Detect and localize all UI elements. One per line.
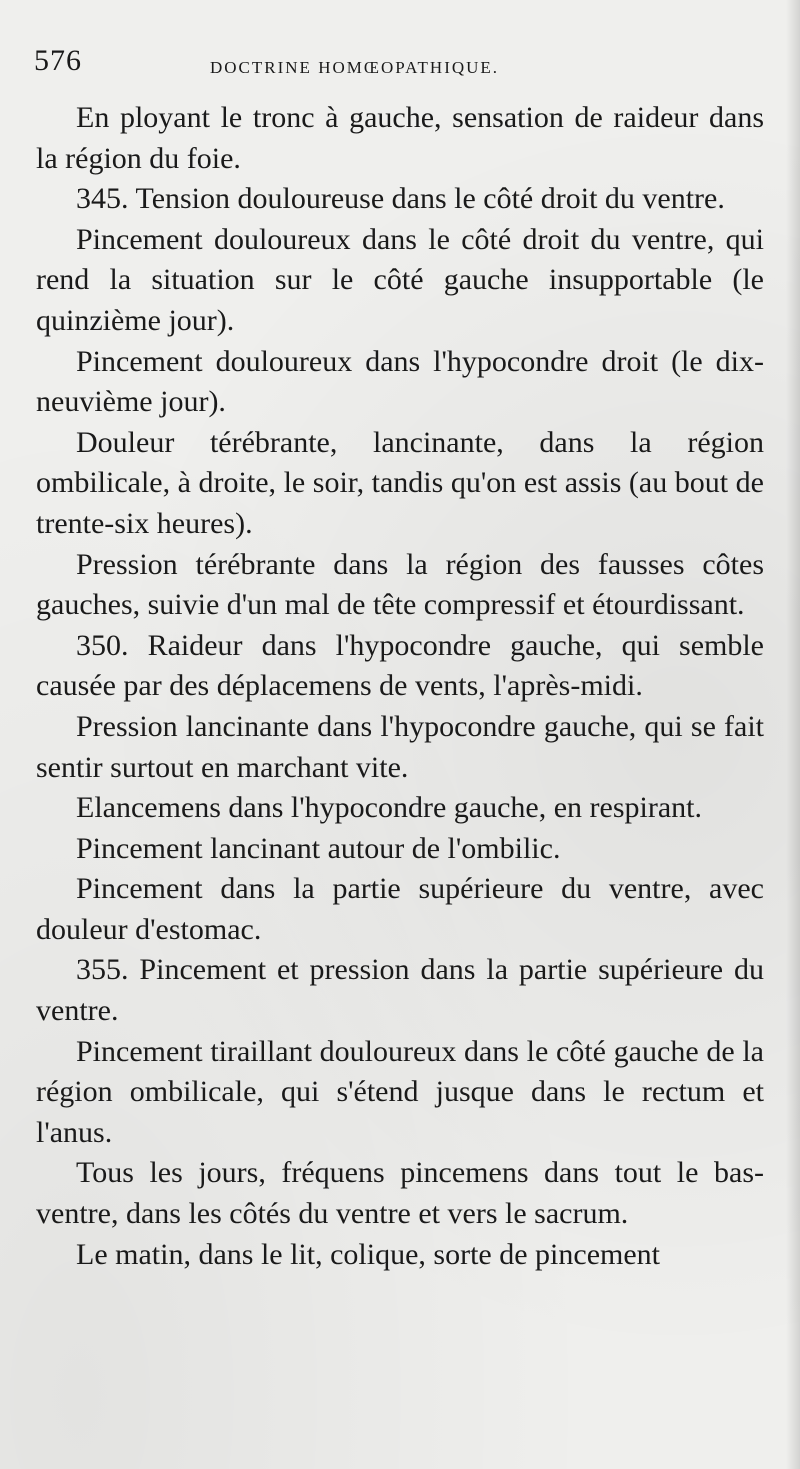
paragraph: Pincement lancinant autour de l'ombilic. [76, 831, 561, 865]
paragraph: 355. Pincement et pression dans la partie supérieure du ventre. [36, 953, 764, 1028]
paragraph: Pincement douloureux dans l'hypocondre droit (le dix-neuvième jour). [36, 344, 764, 419]
page-header [34, 44, 774, 84]
paragraph: 350. Raideur dans l'hypocondre gauche, qui semble causée par des déplacemens de vents, l'après-midi. [36, 628, 764, 703]
body-text [36, 98, 764, 1275]
paragraph: Pincement dans la partie supérieure du ventre, avec douleur d'estomac. [36, 872, 764, 946]
page-gutter-shadow [786, 0, 800, 1469]
paragraph: Pression térébrante dans la région des fausses côtes gauches, suivie d'un mal de tête compressif et étourdissant. [36, 547, 764, 622]
paragraph: Pincement tiraillant douloureux dans le côté gauche de la région ombilicale, qui s'étend jusque dans le rectum et l'anus. [36, 1034, 764, 1149]
paragraph: Pincement douloureux dans le côté droit du ventre, qui rend la situation sur le côté gauche insupportable (le quinzième jour). [36, 222, 764, 337]
page-number: 576 [34, 44, 82, 77]
paragraph: Le matin, dans le lit, colique, sorte de pincement [76, 1237, 660, 1271]
running-title: DOCTRINE HOMŒOPATHIQUE. [210, 58, 500, 77]
paragraph: En ployant le tronc à gauche, sensation de raideur dans la région du foie. [36, 101, 764, 175]
paragraph: Tous les jours, fréquens pincemens dans tout le bas-ventre, dans les côtés du ventre et vers le sacrum. [36, 1156, 764, 1231]
paragraph: Elancemens dans l'hypocondre gauche, en respirant. [76, 791, 703, 825]
paragraph: 345. Tension douloureuse dans le côté droit du ventre. [76, 182, 725, 216]
paragraph: Pression lancinante dans l'hypocondre gauche, qui se fait sentir surtout en marchant vite. [36, 709, 764, 784]
paragraph: Douleur térébrante, lancinante, dans la région ombilicale, à droite, le soir, tandis qu'on est assis (au bout de trente-six heures). [36, 425, 764, 540]
